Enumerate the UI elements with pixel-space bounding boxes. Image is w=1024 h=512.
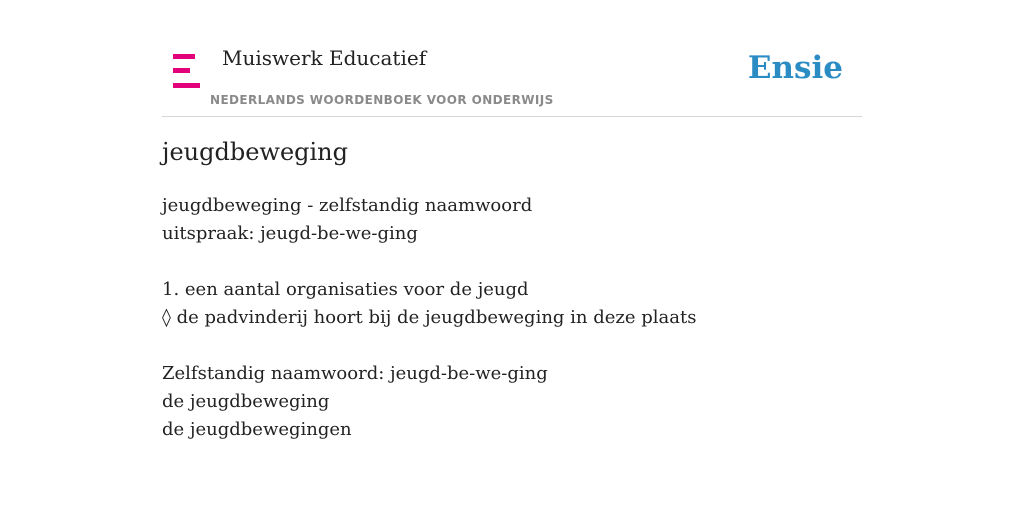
entry-headword: jeugdbeweging [162, 138, 348, 166]
logo-bar-middle [173, 68, 190, 73]
entry-content [162, 192, 862, 444]
logo-bar-top [173, 54, 195, 59]
definition-line: jeugdbeweging - zelfstandig naamwoord [162, 195, 533, 216]
meaning-line: 1. een aantal organisaties voor de jeugd [162, 279, 529, 300]
spacer [162, 332, 862, 360]
spacer [162, 248, 862, 276]
logo-bar-bottom [173, 83, 200, 88]
pronunciation-line: uitspraak: jeugd-be-we-ging [162, 223, 418, 244]
grammar-heading: Zelfstandig naamwoord: jeugd-be-we-ging [162, 363, 548, 384]
publisher-name[interactable]: Muiswerk Educatief [222, 46, 427, 70]
plural-form: de jeugdbewegingen [162, 419, 352, 440]
site-header [162, 0, 862, 117]
dictionary-subtitle: NEDERLANDS WOORDENBOEK VOOR ONDERWIJS [210, 93, 554, 107]
example-line: ◊ de padvinderij hoort bij de jeugdbeweging in deze plaats [162, 307, 697, 328]
ensie-brand-logo[interactable]: Ensie [747, 50, 843, 86]
muiswerk-logo-icon[interactable] [173, 54, 200, 88]
singular-form: de jeugdbeweging [162, 391, 330, 412]
